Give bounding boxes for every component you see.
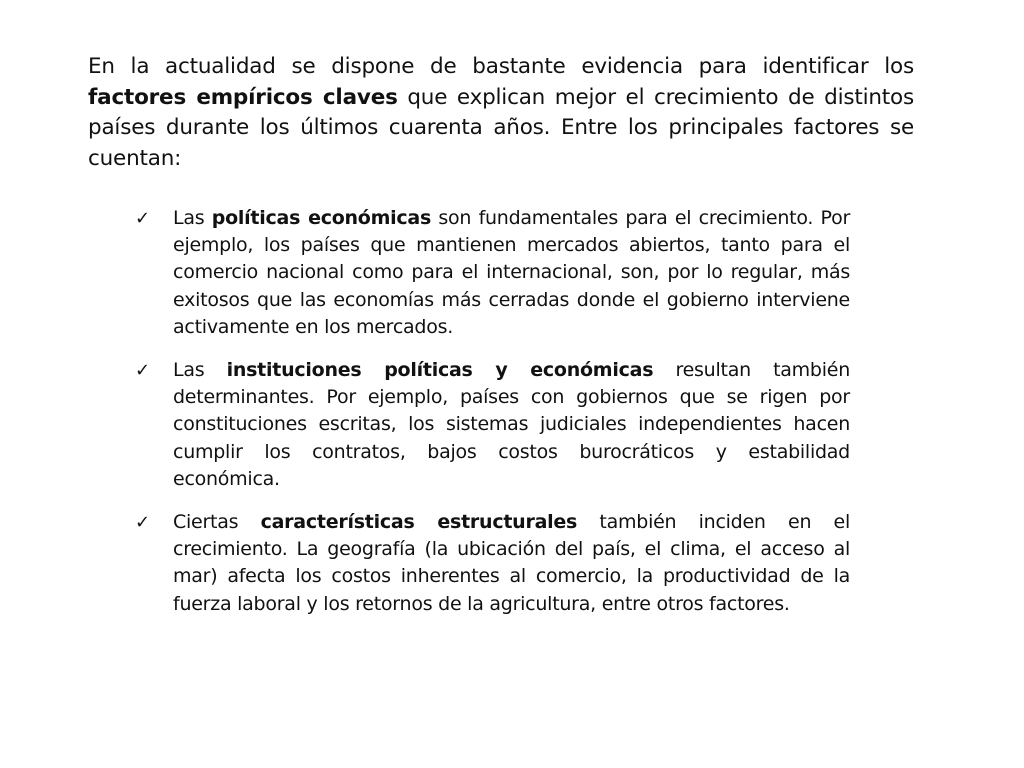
bullet-item-policies (135, 205, 850, 341)
intro-text-before: En la actualidad se dispone de bastante evidencia para identificar los (88, 54, 914, 79)
intro-bold-term: factores empíricos claves (88, 84, 398, 110)
bullet-text-after: son fundamentales para el crecimiento. Por ejemplo, los países que mantienen mercados abiertos, tanto para el comercio nacional como para el internacional, son, por lo regular, más exitosos que las economías más cerradas donde el gobierno interviene activamente en los mercados. (173, 207, 851, 338)
bullet-text-after: también inciden en el crecimiento. La geografía (la ubicación del país, el clima, el acceso al mar) afecta los costos inherentes al comercio, la productividad de la fuerza laboral y los retornos de la agricultura, entre otros factores. (173, 511, 851, 615)
check-icon: ✓ (135, 360, 151, 382)
bullet-item-institutions (135, 357, 850, 493)
bullet-text-before: Las (173, 207, 212, 229)
bullet-text (173, 357, 850, 493)
bullet-text (173, 509, 850, 618)
bullet-text-before: Las (173, 359, 227, 382)
bullet-text (173, 205, 850, 341)
bullet-bold-term: características estructurales (260, 511, 578, 534)
bullet-bold-term: instituciones políticas y económicas (226, 359, 654, 382)
bullet-text-before: Ciertas (173, 511, 261, 534)
bullet-item-structural (135, 509, 850, 618)
bullet-text-after: resultan también determinantes. Por ejemplo, países con gobiernos que se rigen por constituciones escritas, los sistemas judiciales independientes hacen cumplir los contratos, bajos costos burocráticos y estabilidad económica. (173, 359, 850, 490)
bullet-bold-term: políticas económicas (211, 207, 432, 229)
bullet-list (135, 205, 850, 634)
check-icon: ✓ (135, 208, 151, 229)
check-icon: ✓ (135, 512, 151, 534)
intro-paragraph (88, 52, 914, 174)
intro-text-after: que explican mejor el crecimiento de distintos países durante los últimos cuarenta años. Entre los principales factores se cuentan: (88, 84, 914, 171)
